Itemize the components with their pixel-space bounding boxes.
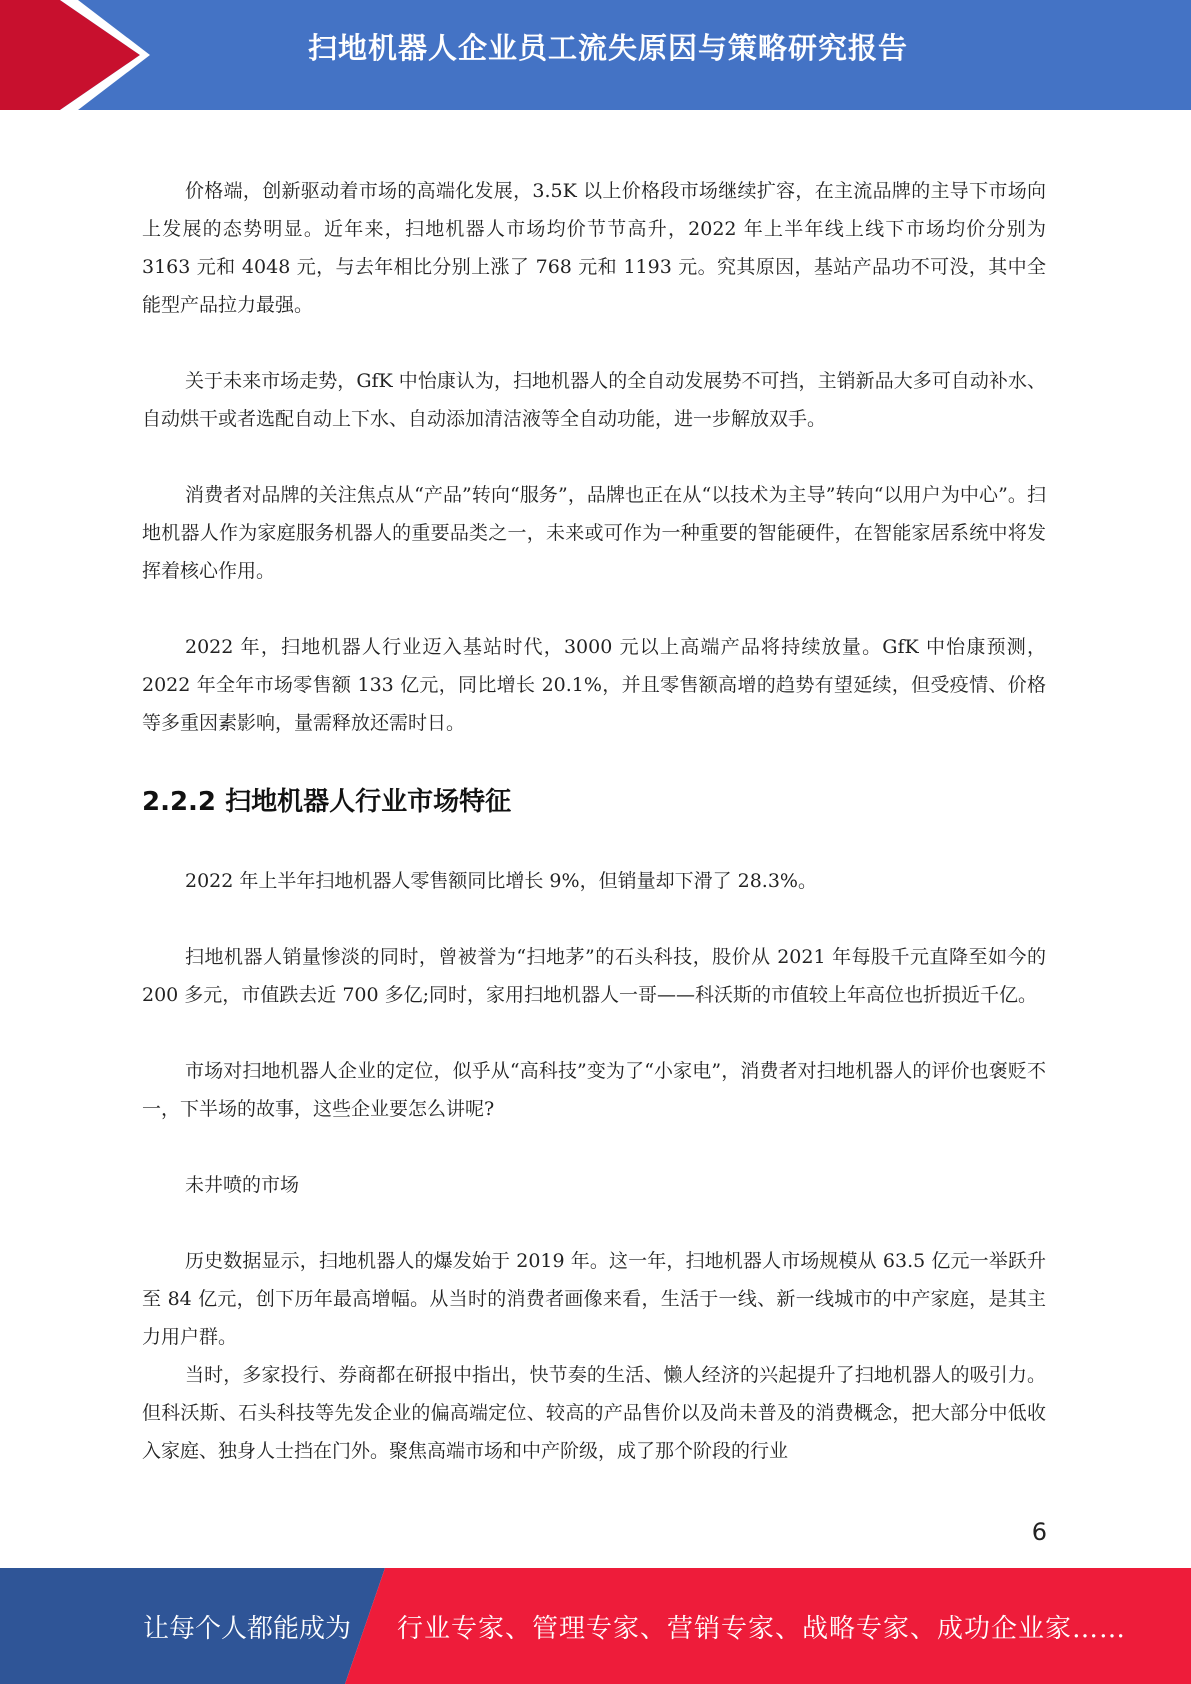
page-header — [0, 0, 1191, 110]
document-body — [142, 172, 1046, 1470]
paragraph: 2022 年上半年扫地机器人零售额同比增长 9%，但销量却下滑了 28.3%。 — [185, 870, 817, 892]
page-number: 6 — [1031, 1518, 1047, 1546]
subheading-paragraph: 未井喷的市场 — [185, 1174, 300, 1196]
section-heading: 2.2.2 扫地机器人行业市场特征 — [142, 787, 512, 817]
paragraph: 2022 年，扫地机器人行业迈入基站时代，3000 元以上高端产品将持续放量。GfK 中怡康预测，2022 年全年市场零售额 133 亿元，同比增长 20.1%，并且零售额高增的趋势有望延续，但受疫情、价格等多重因素影响，量需释放还需时日。 — [142, 636, 1046, 734]
paragraph: 关于未来市场走势，GfK 中怡康认为，扫地机器人的全自动发展势不可挡，主销新品大多可自动补水、自动烘干或者选配自动上下水、自动添加清洁液等全自动功能，进一步解放双手。 — [142, 370, 1046, 430]
report-title: 扫地机器人企业员工流失原因与策略研究报告 — [307, 31, 908, 65]
page-footer — [0, 1568, 1191, 1684]
footer-slogan-right: 行业专家、管理专家、营销专家、战略专家、成功企业家…… — [397, 1614, 1127, 1644]
paragraph: 历史数据显示，扫地机器人的爆发始于 2019 年。这一年，扫地机器人市场规模从 63.5 亿元一举跃升至 84 亿元，创下历年最高增幅。从当时的消费者画像来看，生活于一线、新一线城市的中产家庭，是其主力用户群。 — [142, 1250, 1046, 1348]
paragraph: 扫地机器人销量惨淡的同时，曾被誉为“扫地茅”的石头科技，股价从 2021 年每股千元直降至如今的 200 多元，市值跌去近 700 多亿;同时，家用扫地机器人一哥——科沃斯的市值较上年高位也折损近千亿。 — [142, 946, 1046, 1006]
paragraph: 消费者对品牌的关注焦点从“产品”转向“服务”，品牌也正在从“以技术为主导”转向“以用户为中心”。扫地机器人作为家庭服务机器人的重要品类之一，未来或可作为一种重要的智能硬件，在智能家居系统中将发挥着核心作用。 — [142, 484, 1046, 582]
paragraph: 市场对扫地机器人企业的定位，似乎从“高科技”变为了“小家电”，消费者对扫地机器人的评价也褒贬不一，下半场的故事，这些企业要怎么讲呢? — [142, 1060, 1046, 1120]
footer-slogan-left: 让每个人都能成为 — [143, 1614, 352, 1644]
paragraph: 当时，多家投行、券商都在研报中指出，快节奏的生活、懒人经济的兴起提升了扫地机器人的吸引力。但科沃斯、石头科技等先发企业的偏高端定位、较高的产品售价以及尚未普及的消费概念，把大部分中低收入家庭、独身人士挡在门外。聚焦高端市场和中产阶级，成了那个阶段的行业 — [142, 1364, 1046, 1462]
paragraph: 价格端，创新驱动着市场的高端化发展，3.5K 以上价格段市场继续扩容，在主流品牌的主导下市场向上发展的态势明显。近年来，扫地机器人市场均价节节高升，2022 年上半年线上线下市场均价分别为 3163 元和 4048 元，与去年相比分别上涨了 768 元和 1193 元。究其原因，基站产品功不可没，其中全能型产品拉力最强。 — [142, 180, 1046, 316]
